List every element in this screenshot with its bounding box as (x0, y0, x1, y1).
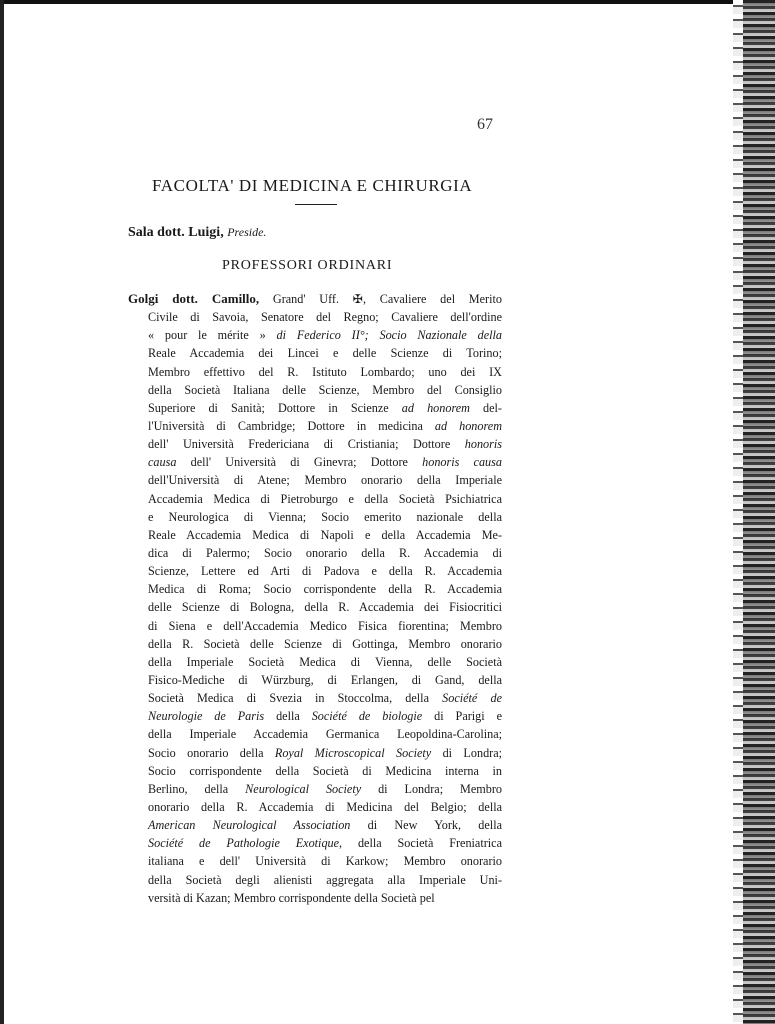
text-line (128, 471, 502, 489)
italic-text: ad honorem (434, 418, 502, 433)
text-segment: del- (469, 400, 502, 415)
text-segment: della Società degli alienisti aggregata alla Imperiale Uni- (148, 872, 502, 887)
text-line (128, 399, 502, 417)
italic-text: causa (148, 455, 177, 470)
text-segment: onorario della R. Accademia di Medicina del Belgio; della (148, 799, 502, 814)
text-segment: della (264, 709, 312, 724)
text-line (128, 453, 502, 471)
text-segment: Reale Accademia dei Lincei e delle Scienze di Torino; (148, 346, 502, 361)
text-segment: Fisico-Mediche di Würzburg, di Erlangen, di Gand, della (148, 672, 502, 687)
text-line (128, 725, 502, 743)
text-line (128, 617, 502, 635)
text-line (128, 526, 502, 544)
text-line (128, 490, 502, 508)
italic-text: ad honorem (401, 400, 470, 415)
text-line (128, 508, 502, 526)
text-segment: l'Università di Cambridge; Dottore in medicina (148, 418, 435, 433)
page-number: 67 (477, 116, 493, 133)
text-line (128, 363, 502, 381)
text-line (128, 871, 502, 889)
text-segment: Socio corrispondente della Società di Medicina interna in (148, 763, 502, 778)
italic-text: Royal Microscopical Society (274, 745, 432, 760)
text-line (128, 417, 502, 435)
text-segment: di Londra; (431, 745, 503, 760)
text-segment: Reale Accademia Medica di Napoli e della Accademia Me- (148, 527, 502, 542)
italic-text: American Neurological Association (148, 818, 351, 833)
text-line (128, 834, 502, 852)
dean-name: Sala dott. Luigi, (128, 225, 224, 240)
text-segment: , della Società Freniatrica (339, 836, 502, 851)
text-line (128, 381, 502, 399)
text-line (128, 326, 502, 344)
text-segment: dell' Università di Ginevra; Dottore (176, 455, 423, 470)
text-segment: della Imperiale Società Medica di Vienna, delle Società (148, 654, 502, 669)
text-segment: della R. Società delle Scienze di Gottinga, Membro onorario (148, 636, 502, 651)
text-segment: Società Medica di Svezia in Stoccolma, della (148, 691, 443, 706)
text-segment: Socio onorario della (148, 745, 275, 760)
text-segment: di Parigi e (422, 709, 502, 724)
text-line (128, 544, 502, 562)
text-segment: versità di Kazan; Membro corrispondente della Società pel (148, 890, 435, 905)
text-line (128, 562, 502, 580)
text-line (128, 435, 502, 453)
text-line (128, 744, 502, 762)
text-segment: Berlino, della (148, 781, 246, 796)
text-line (128, 689, 502, 707)
text-segment: Superiore di Sanità; Dottore in Scienze (148, 400, 402, 415)
text-line (128, 580, 502, 598)
scan-top-border (0, 0, 775, 4)
italic-text: honoris (464, 437, 502, 452)
faculty-title: FACOLTA' DI MEDICINA E CHIRURGIA (152, 176, 473, 195)
text-line (128, 308, 502, 326)
italic-text: Neurological Society (245, 781, 362, 796)
page-binding-edge (733, 0, 775, 1024)
section-heading: PROFESSORI ORDINARI (222, 258, 393, 273)
text-line (128, 671, 502, 689)
text-segment: Membro effettivo del R. Istituto Lombardo; uno dei IX (148, 364, 502, 379)
italic-text: honoris causa (422, 455, 502, 470)
text-segment: di New York, della (350, 818, 502, 833)
italic-text: Neurologie de Paris (148, 709, 265, 724)
text-line (128, 780, 502, 798)
text-line (128, 852, 502, 870)
scan-left-border (0, 0, 4, 1024)
italic-text: di Federico II°; Socio Nazionale della (265, 328, 502, 343)
text-line (128, 344, 502, 362)
text-segment: Accademia Medica di Pietroburgo e della Società Psichiatrica (148, 491, 502, 506)
text-line (128, 889, 502, 907)
text-line (128, 653, 502, 671)
text-line (128, 798, 502, 816)
text-line (128, 635, 502, 653)
dean-line (128, 225, 266, 241)
italic-text: Société de biologie (311, 709, 423, 724)
text-segment: Scienze, Lettere ed Arti di Padova e della R. Accademia (148, 564, 502, 579)
professor-entry (128, 290, 502, 907)
text-segment: dica di Palermo; Socio onorario della R. Accademia di (148, 545, 502, 560)
text-segment: e Neurologica di Vienna; Socio emerito nazionale della (148, 509, 502, 524)
text-line (128, 816, 502, 834)
text-segment: Civile di Savoia, Senatore del Regno; Cavaliere dell'ordine (148, 310, 502, 325)
italic-text: Société de (442, 691, 502, 706)
text-line (128, 290, 502, 308)
text-line (128, 598, 502, 616)
professor-name: Golgi dott. Camillo, (128, 291, 260, 306)
text-segment: della Imperiale Accademia Germanica Leopoldina-Carolina; (148, 727, 502, 742)
text-segment: italiana e dell' Università di Karkow; Membro onorario (148, 854, 502, 869)
text-segment: dell'Università di Atene; Membro onorario della Imperiale (148, 473, 502, 488)
text-segment: della Società Italiana delle Scienze, Membro del Consiglio (148, 382, 502, 397)
text-segment: Medica di Roma; Socio corrispondente della R. Accademia (148, 582, 502, 597)
text-segment: di Londra; Membro (361, 781, 502, 796)
italic-text: Société de Pathologie Exotique (148, 836, 340, 851)
text-line (128, 707, 502, 725)
text-segment: di Siena e dell'Accademia Medico Fisica fiorentina; Membro (148, 618, 502, 633)
text-segment: « pour le mérite » (148, 328, 266, 343)
dean-role: Preside. (227, 225, 267, 239)
text-segment: delle Scienze di Bologna, della R. Accademia dei Fisiocritici (148, 600, 502, 615)
title-rule (295, 204, 337, 205)
text-segment: dell' Università Fredericiana di Cristiania; Dottore (148, 437, 465, 452)
text-line (128, 762, 502, 780)
text-segment: Grand' Uff. ✠, Cavaliere del Merito (259, 292, 502, 306)
